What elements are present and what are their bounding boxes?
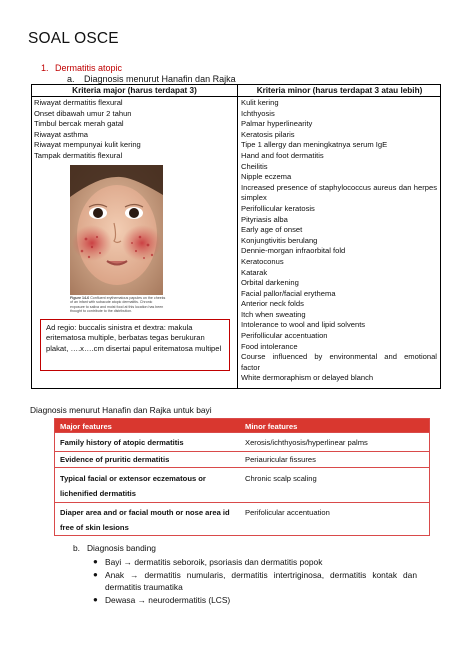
criteria-table: [31, 84, 441, 389]
page-title: SOAL OSCE: [28, 30, 119, 47]
differential-bayi: Bayi → dermatitis seboroik, psoriasis dan dermatitis popok: [105, 557, 323, 567]
figure-caption-text: Confluent erythematous papules on the cheeks of an infant with subacute atopic dermatitis. Chronic exposure to saliva and moist food at this location has been thought to contribute to the distribution.: [70, 296, 166, 314]
minor-criterion: Keratoconus: [241, 256, 284, 266]
list-item: [93, 569, 417, 582]
major-criterion: Onset dibawah umur 2 tahun: [34, 108, 132, 118]
minor-feature-cell: Perifolicular accentuation: [245, 508, 330, 517]
column-divider: [237, 85, 238, 388]
subheading-label: Diagnosis banding: [87, 543, 156, 553]
bullet-icon: ●: [93, 570, 98, 579]
major-criterion: Riwayat mempunyai kulit kering: [34, 140, 141, 150]
major-criterion: Riwayat dermatitis flexural: [34, 98, 123, 107]
minor-criterion: simplex: [241, 193, 267, 203]
figure-number: Figure 14-6: [70, 296, 90, 300]
list-item: [93, 594, 417, 607]
infant-face-illustration: [70, 165, 163, 295]
bullet-icon: ●: [93, 557, 98, 566]
minor-criterion: Perifollicular accentuation: [241, 331, 328, 341]
minor-criterion: Course influenced by environmental and emotional: [241, 352, 437, 362]
minor-criterion: Pityriasis alba: [241, 214, 288, 224]
minor-criterion: Anterior neck folds: [241, 299, 304, 309]
minor-criterion: Palmar hyperlinearity: [241, 119, 313, 129]
photo-caption: [70, 296, 167, 314]
differential-anak: Anak → dermatitis numularis, dermatitis intertriginosa, dermatitis kontak dan: [105, 570, 417, 580]
minor-criterion: Cheilitis: [241, 161, 268, 171]
major-feature-line: lichenified dermatitis: [60, 489, 136, 498]
minor-criterion: Increased presence of staphylococcus aureus dan herpes: [241, 182, 437, 192]
bullet-icon: ●: [93, 595, 98, 604]
major-features-header: Major features: [60, 422, 112, 431]
major-criteria-list: [34, 98, 234, 162]
subheading-label: Diagnosis menurut Hanafin dan Rajka: [84, 74, 236, 84]
subheading-diagnosis-banding: [73, 543, 156, 553]
major-criterion: Timbul bercak merah gatal: [34, 119, 124, 129]
minor-criterion: Konjungtivitis berulang: [241, 235, 318, 245]
header-divider: [32, 96, 440, 97]
table-row: [54, 503, 430, 536]
section-number: 1.: [41, 63, 49, 73]
minor-criterion: Katarak: [241, 267, 268, 277]
subheading-hanafin-rajka: [67, 74, 236, 84]
major-criteria-header: Kriteria major (harus terdapat 3): [72, 86, 197, 95]
minor-criterion: factor: [241, 362, 260, 372]
infant-eczema-photo: [70, 165, 163, 295]
minor-feature-cell: Chronic scalp scaling: [245, 474, 317, 483]
minor-criterion: White dermoraphism or delayed blanch: [241, 373, 374, 383]
minor-criteria-header: Kriteria minor (harus terdapat 3 atau lebih): [256, 86, 423, 95]
minor-criterion: Dennie-morgan infraorbital fold: [241, 246, 346, 256]
table-row: [54, 433, 430, 452]
minor-criterion: Ichthyosis: [241, 108, 275, 118]
table-row: [54, 452, 430, 468]
major-feature-cell: Family history of atopic dermatitis: [60, 438, 184, 447]
minor-criterion: Facial pallor/facial erythema: [241, 288, 336, 298]
minor-criterion: Kulit kering: [241, 98, 279, 107]
list-item: [93, 556, 417, 569]
minor-criteria-list: [241, 98, 437, 384]
minor-feature-cell: Periauricular fissures: [245, 455, 316, 464]
minor-criterion: Nipple eczema: [241, 172, 292, 182]
major-criterion: Tampak dermatitis flexural: [34, 150, 123, 160]
minor-criterion: Tipe 1 allergy dan meningkatnya serum IgE: [241, 140, 388, 150]
major-feature-line: free of skin lesions: [60, 523, 129, 532]
major-feature-line: Typical facial or extensor eczematous or: [60, 474, 206, 483]
section-label: Dermatitis atopic: [55, 63, 123, 73]
minor-criterion: Early age of onset: [241, 225, 303, 235]
major-feature-cell: [60, 505, 240, 535]
major-feature-cell: Evidence of pruritic dermatitis: [60, 455, 170, 464]
list-item-continuation: [105, 581, 417, 594]
subheading-letter: a.: [67, 74, 75, 84]
minor-features-header: Minor features: [245, 422, 298, 431]
minor-criterion: Orbital darkening: [241, 278, 299, 288]
infant-criteria-table: [54, 418, 430, 530]
minor-feature-cell: Xerosis/ichthyosis/hyperlinear palms: [245, 438, 368, 447]
ad-regio-note: Ad regio: buccalis sinistra et dextra: makula eritematosa multiple, berbatas tegas berukuran plakat, ….x….cm disertai papul eritematosa multipel: [40, 319, 230, 371]
minor-criterion: Itch when sweating: [241, 309, 306, 319]
minor-criterion: Intolerance to wool and lipid solvents: [241, 320, 366, 330]
table-row: [54, 468, 430, 503]
major-feature-cell: [60, 471, 240, 501]
differential-dewasa: Dewasa → neurodermatitis (LCS): [105, 595, 231, 605]
differential-anak-continued: dermatitis traumatika: [105, 582, 183, 592]
major-feature-line: Diaper area and or facial mouth or nose area id: [60, 508, 230, 517]
major-criterion: Riwayat asthma: [34, 129, 89, 139]
minor-criterion: Hand and foot dermatitis: [241, 150, 324, 160]
infant-diagnosis-heading: Diagnosis menurut Hanafin dan Rajka untuk bayi: [30, 405, 212, 415]
table-header-row: [54, 418, 430, 433]
minor-criterion: Food intolerance: [241, 341, 298, 351]
subheading-letter: b.: [73, 543, 80, 553]
section-heading-dermatitis-atopic: [41, 63, 122, 73]
minor-criterion: Keratosis pilaris: [241, 129, 295, 139]
minor-criterion: Perifollicular keratosis: [241, 203, 315, 213]
